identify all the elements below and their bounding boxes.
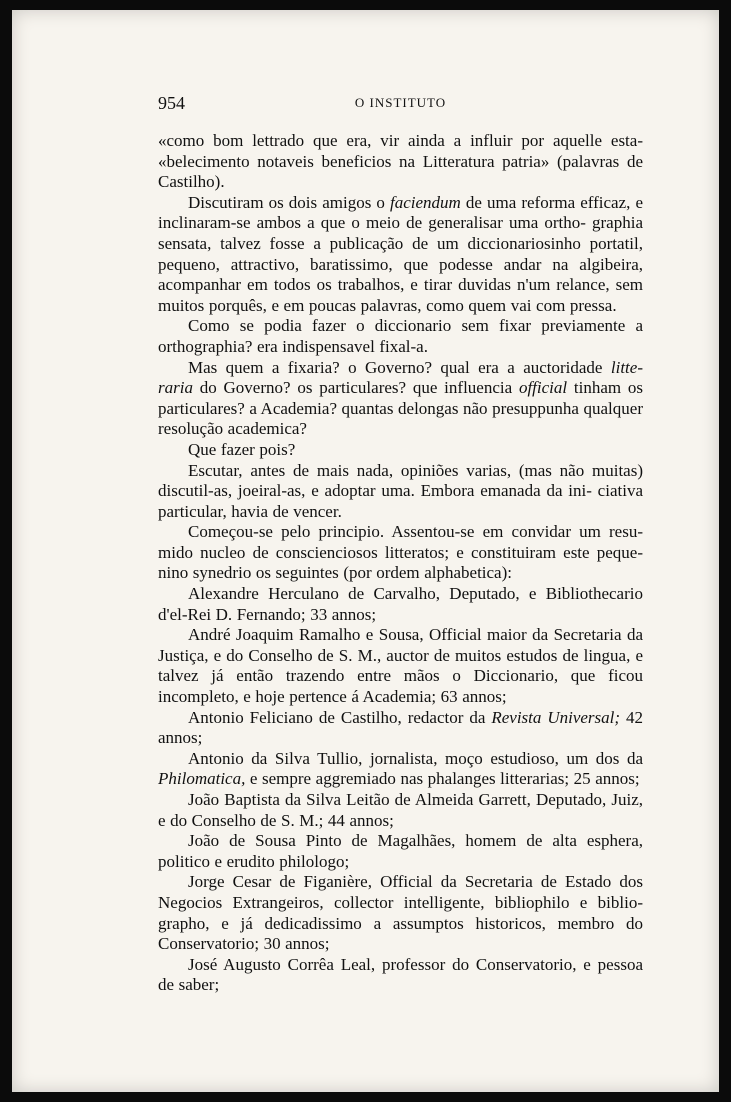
text-segment: André Joaquim Ramalho e Sousa, Official maior da Secretaria da Justiça, e do Conselho de S. M., auctor de muitos estudos de lingua, e talvez já então trazendo entre mãos o Diccionario, que ficou incompleto, e hoje pertence á Academia; 63 annos; <box>158 625 643 707</box>
text-segment: Alexandre Herculano de Carvalho, Deputado, e Bibliothecario d'el-Rei D. Fernando; 33 annos; <box>158 584 643 624</box>
italic-segment: litte- raria <box>158 357 643 398</box>
text-segment: tinham os particulares? a Academia? quantas delongas não presuppunha qualquer resolução academica? <box>158 378 644 439</box>
paragraph <box>158 749 643 790</box>
italic-segment: Revista Universal; <box>491 707 621 727</box>
paragraph <box>158 440 643 461</box>
text-segment: Começou-se pelo principio. Assentou-se em convidar um resu- mido nucleo de conscienciosos litteratos; e constituiram este peque- nino synedrio os seguintes (por ordem alphabetica): <box>158 522 643 583</box>
paragraph <box>158 193 643 317</box>
paragraph <box>158 708 643 749</box>
italic-segment: official <box>518 378 568 398</box>
running-head: O INSTITUTO <box>354 95 447 110</box>
text-segment: Como se podia fazer o diccionario sem fixar previamente a orthographia? era indispensavel fixal-a. <box>158 316 643 356</box>
text-segment: de uma reforma efficaz, e inclinaram-se ambos a que o meio de generalisar uma ortho- graphia sensata, talvez fosse a publicação de um diccionariosinho portatil, pequeno, attractivo, baratissimo, que podesse andar na algibeira, acompanhar em todos os trabalhos, e tirar duvidas n'um relance, sem muitos porquês, e em poucas palavras, como quem vai com pressa. <box>158 192 643 315</box>
text-segment: Jorge Cesar de Figanière, Official da Secretaria de Estado dos Negocios Extrangeiros, collector intelligente, bibliophilo e biblio- grapho, e já dedicadissimo a assumptos historicos, membro do Conservatorio; 30 annos; <box>158 872 643 954</box>
text-segment: José Augusto Corrêa Leal, professor do Conservatorio, e pessoa de saber; <box>158 954 643 995</box>
paragraph <box>158 316 643 357</box>
body-text <box>158 131 643 996</box>
paragraph <box>158 831 643 872</box>
paragraph <box>158 790 643 831</box>
text-segment: «como bom lettrado que era, vir ainda a influir por aquelle esta- «belecimento notaveis beneficios na Litteratura patria» (palavras de Castilho). <box>158 131 643 192</box>
paragraph <box>158 522 643 584</box>
text-segment: Que fazer pois? <box>188 439 296 459</box>
italic-segment: faciendum <box>389 192 461 212</box>
text-segment: do Governo? os particulares? que influencia <box>192 378 519 398</box>
paragraph <box>158 131 643 193</box>
text-segment: Antonio Feliciano de Castilho, redactor da <box>188 707 492 727</box>
text-segment: Discutiram os dois amigos o <box>188 192 390 212</box>
page-header <box>158 90 643 116</box>
page-number: 954 <box>158 93 185 113</box>
text-segment: Antonio da Silva Tullio, jornalista, moço estudioso, um dos da <box>188 748 643 768</box>
text-segment: Escutar, antes de mais nada, opiniões varias, (mas não muitas) discutil-as, joeiral-as, e adoptar uma. Embora emanada da ini- ciativa particular, havia de vencer. <box>158 460 643 521</box>
paragraph <box>158 955 643 996</box>
paragraph <box>158 584 643 625</box>
italic-segment: Philomatica, <box>158 769 246 789</box>
paragraph <box>158 358 643 440</box>
text-segment: João Baptista da Silva Leitão de Almeida Garrett, Deputado, Juiz, e do Conselho de S. M.; 44 annos; <box>158 790 643 830</box>
paragraph <box>158 461 643 523</box>
paragraph <box>158 625 643 707</box>
text-segment: 42 annos; <box>158 707 643 748</box>
text-segment: e sempre aggremiado nas phalanges litterarias; 25 annos; <box>245 769 640 789</box>
text-segment: João de Sousa Pinto de Magalhães, homem de alta esphera, politico e erudito philologo; <box>158 831 643 871</box>
text-segment: Mas quem a fixaria? o Governo? qual era a auctoridade <box>188 357 611 377</box>
book-page <box>12 10 719 1092</box>
paragraph <box>158 872 643 954</box>
